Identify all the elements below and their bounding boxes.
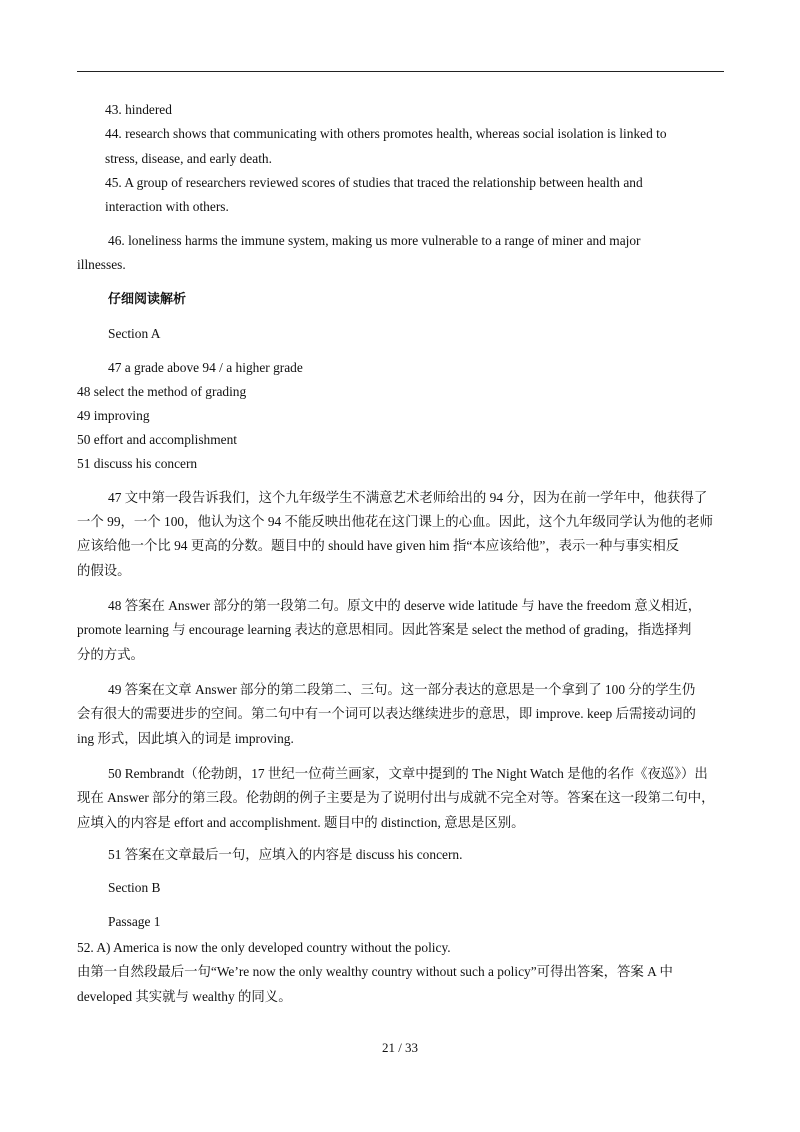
answer-50: 50 effort and accomplishment <box>77 432 238 447</box>
section-b-title: Section B <box>108 880 161 895</box>
answer-45-line2: interaction with others. <box>105 199 229 214</box>
explanation-50-line2: 现在 Answer 部分的第三段。伦勃朗的例子主要是为了说明付出与成就不完全对等。答案在这一段第二句中， <box>77 790 715 805</box>
passage-title: Passage 1 <box>108 914 161 929</box>
explanation-47-line3: 应该给他一个比 94 更高的分数。题目中的 should have given him 指“本应该给他”，表示一种与事实相反 <box>77 538 680 553</box>
explanation-50-line1: 50 Rembrandt（伦勃朗，17 世纪一位荷兰画家，文章中提到的 The Night Watch 是他的名作《夜巡》）出 <box>108 766 708 781</box>
explanation-49-line3: ing 形式，因此填入的词是 improving. <box>77 731 294 746</box>
section-heading: 仔细阅读解析 <box>108 292 187 307</box>
answer-47: 47 a grade above 94 / a higher grade <box>108 360 303 375</box>
answer-48: 48 select the method of grading <box>77 384 247 399</box>
answer-46-line2: illnesses. <box>77 257 126 272</box>
header-rule <box>77 71 724 72</box>
explanation-51: 51 答案在文章最后一句，应填入的内容是 discuss his concern. <box>108 847 463 862</box>
question-52: 52. A) America is now the only developed country without the policy. <box>77 940 451 955</box>
page-number: 21 / 33 <box>381 1040 419 1055</box>
answer-44-line1: 44. research shows that communicating with others promotes health, whereas social isolation is linked to <box>105 126 667 141</box>
explanation-49-line2: 会有很大的需要进步的空间。第二句中有一个词可以表达继续进步的意思，即 improve. keep 后需接动词的 <box>77 706 696 721</box>
answer-44-line2: stress, disease, and early death. <box>105 151 272 166</box>
explanation-48-line1: 48 答案在 Answer 部分的第一段第二句。原文中的 deserve wide latitude 与 have the freedom 意义相近， <box>108 598 702 613</box>
explanation-47-line4: 的假设。 <box>77 563 131 578</box>
answer-46-line1: 46. loneliness harms the immune system, making us more vulnerable to a range of miner and major <box>108 233 641 248</box>
answer-43: 43. hindered <box>105 102 172 117</box>
explanation-49-line1: 49 答案在文章 Answer 部分的第二段第二、三句。这一部分表达的意思是一个拿到了 100 分的学生仍 <box>108 682 696 697</box>
answer-45-line1: 45. A group of researchers reviewed scores of studies that traced the relationship between health and <box>105 175 643 190</box>
section-a-title: Section A <box>108 326 161 341</box>
explanation-47-line2: 一个 99，一个 100，他认为这个 94 不能反映出他花在这门课上的心血。因此，这个九年级同学认为他的老师 <box>77 514 714 529</box>
answer-49: 49 improving <box>77 408 150 423</box>
answer-51: 51 discuss his concern <box>77 456 198 471</box>
explanation-50-line3: 应填入的内容是 effort and accomplishment. 题目中的 distinction, 意思是区别。 <box>77 815 525 830</box>
explanation-47-line1: 47 文中第一段告诉我们，这个九年级学生不满意艺术老师给出的 94 分，因为在前一学年中，他获得了 <box>108 490 708 505</box>
explanation-52-line1: 由第一自然段最后一句“We’re now the only wealthy country without such a policy”可得出答案，答案 A 中 <box>77 964 673 979</box>
explanation-48-line3: 分的方式。 <box>77 647 144 662</box>
explanation-48-line2: promote learning 与 encourage learning 表达的意思相同。因此答案是 select the method of grading，指选择判 <box>77 622 692 637</box>
explanation-52-line2: developed 其实就与 wealthy 的同义。 <box>77 989 292 1004</box>
